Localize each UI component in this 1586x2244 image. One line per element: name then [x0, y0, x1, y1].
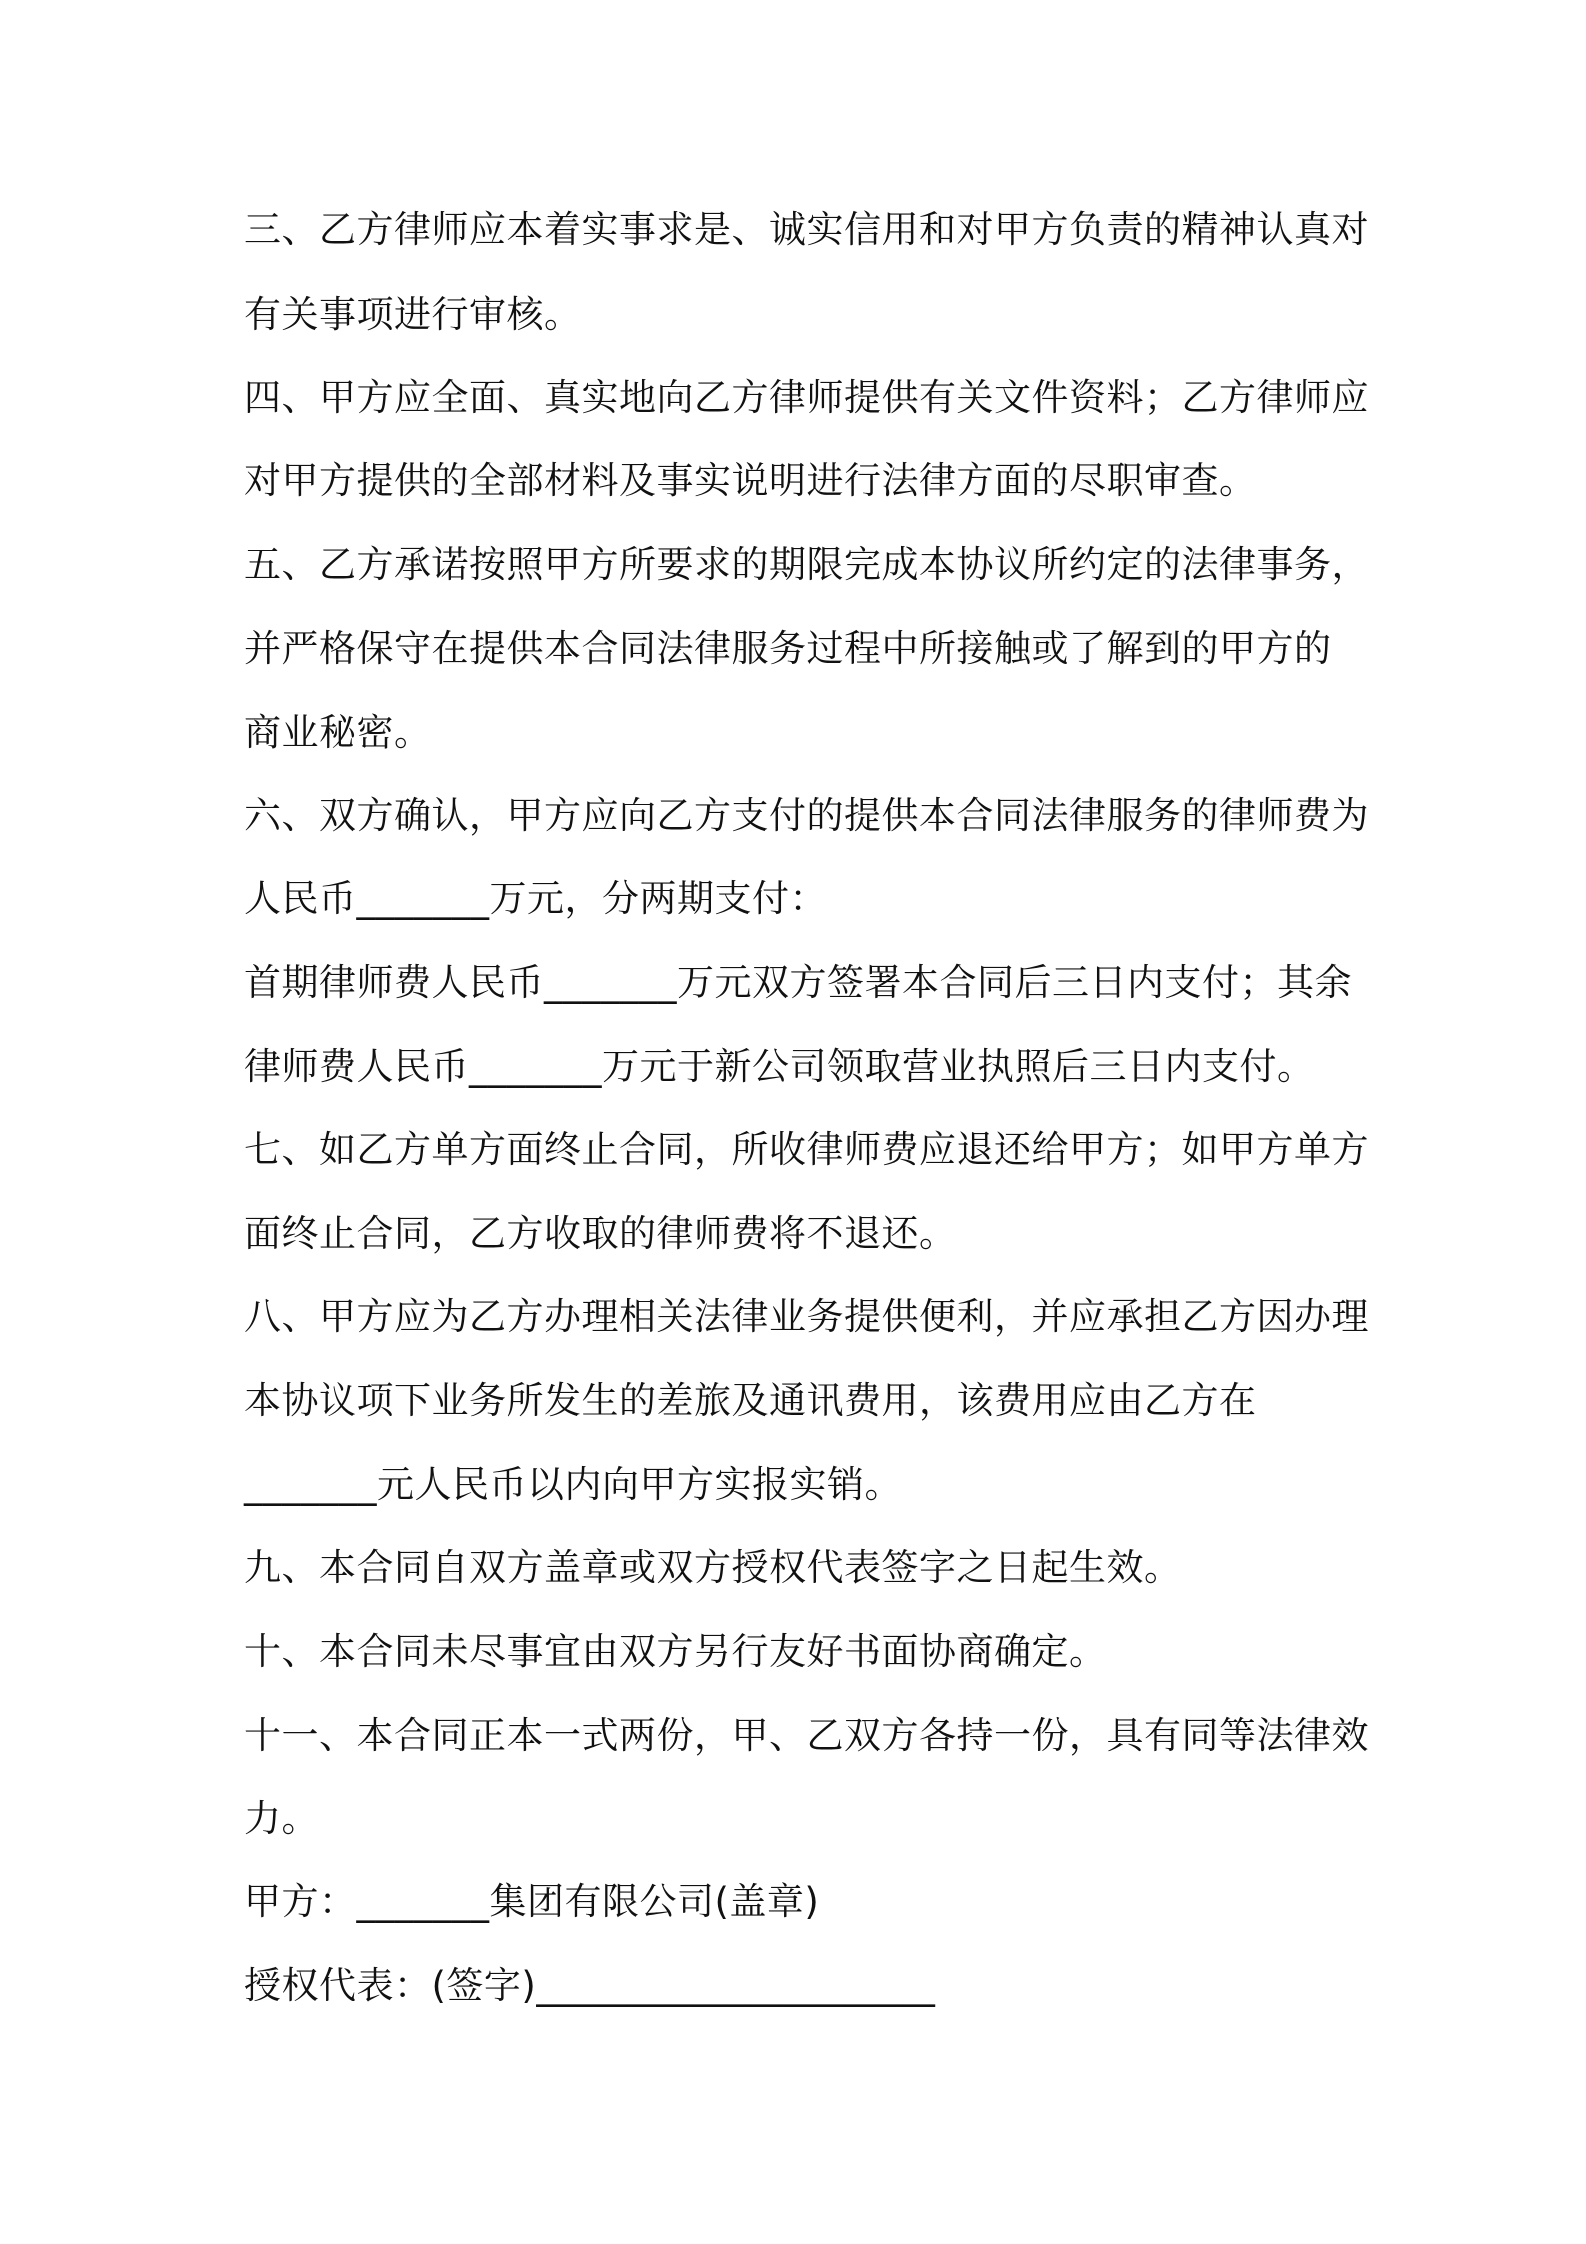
- text-line: 七、如乙方单方面终止合同，所收律师费应退还给甲方；如甲方单方: [244, 1128, 1369, 1171]
- authorized-rep-signature-line: 授权代表：(签字)_____________________: [244, 1964, 936, 2007]
- party-a-line: 甲方：_______集团有限公司(盖章): [244, 1880, 820, 1923]
- text-line: 律师费人民币_______万元于新公司领取营业执照后三日内支付。: [244, 1045, 1315, 1088]
- text-line: 三、乙方律师应本着实事求是、诚实信用和对甲方负责的精神认真对: [244, 208, 1369, 251]
- text-line: 首期律师费人民币_______万元双方签署本合同后三日内支付；其余: [244, 961, 1352, 1004]
- text-line: 面终止合同，乙方收取的律师费将不退还。: [244, 1212, 957, 1255]
- text-line: _______元人民币以内向甲方实报实销。: [244, 1463, 902, 1506]
- text-line: 并严格保守在提供本合同法律服务过程中所接触或了解到的甲方的: [244, 627, 1332, 670]
- text-line: 人民币_______万元，分两期支付：: [244, 877, 827, 920]
- text-line: 六、双方确认，甲方应向乙方支付的提供本合同法律服务的律师费为: [244, 794, 1369, 837]
- text-line: 有关事项进行审核。: [244, 293, 582, 336]
- text-line: 四、甲方应全面、真实地向乙方律师提供有关文件资料；乙方律师应: [244, 376, 1369, 419]
- text-line: 对甲方提供的全部材料及事实说明进行法律方面的尽职审查。: [244, 459, 1257, 502]
- text-line: 商业秘密。: [244, 711, 432, 754]
- text-line: 九、本合同自双方盖章或双方授权代表签字之日起生效。: [244, 1546, 1182, 1589]
- text-line: 十、本合同未尽事宜由双方另行友好书面协商确定。: [244, 1630, 1107, 1673]
- text-line: 五、乙方承诺按照甲方所要求的期限完成本协议所约定的法律事务，: [244, 543, 1369, 586]
- text-line: 八、甲方应为乙方办理相关法律业务提供便利，并应承担乙方因办理: [244, 1295, 1369, 1338]
- text-line: 本协议项下业务所发生的差旅及通讯费用，该费用应由乙方在: [244, 1379, 1257, 1422]
- text-line: 力。: [244, 1797, 319, 1840]
- text-line: 十一、本合同正本一式两份，甲、乙双方各持一份，具有同等法律效: [244, 1714, 1369, 1757]
